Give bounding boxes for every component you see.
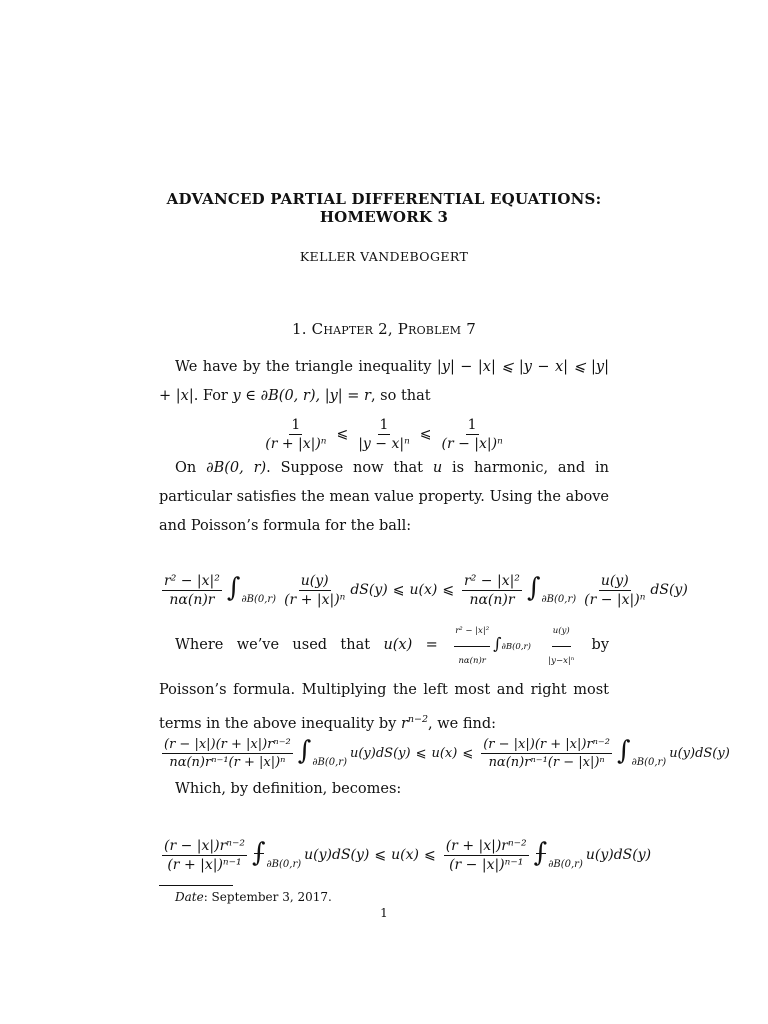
- paragraph-2: On ∂B(0, r). Suppose now that u is harmonic, and in particular satisfies the mean value property. Using the above and Poisson’s formula for the ball:: [159, 460, 609, 534]
- footnote-rule: [159, 885, 233, 886]
- paper-title-line1: ADVANCED PARTIAL DIFFERENTIAL EQUATIONS:: [166, 190, 602, 208]
- paragraph-3: Where we’ve used that u(x) = $\frac{\text{r² − |x|²}}{n\alpha(n)r}$ ∫∂B(0,r) $\frac{u(y)}{\text{|y−x|ⁿ}}$ by Poisson’s formula. Multiplying the left most and right most terms in the above inequality by $r^{n-2}$, we find:: [159, 617, 609, 739]
- eq1-frac-b: $\frac{1}{\text{|y − x|ⁿ}}$: [358, 416, 410, 452]
- p1-tail: , so that: [370, 388, 431, 404]
- equation-4: $\frac{\text{(r − |x|)rⁿ⁻²}}{\text{(r + |x|)ⁿ⁻¹}}$ ∫ ∂B(0,r) u(y)dS(y) ⩽ u(x) ⩽ $\frac{\text{(r + |x|)rⁿ⁻²}}{\text{(r − |x|)ⁿ⁻¹}}$ ∫ ∂B(0,r) u(y)dS(y): [164, 837, 652, 873]
- equation-1: $\frac{1}{\text{(r + |x|)ⁿ}}$ ⩽ $\frac{1}{\text{|y − x|ⁿ}}$ ⩽ $\frac{1}{\text{(r − |x|)ⁿ}}$: [265, 416, 503, 452]
- paragraph-1: [159, 353, 609, 411]
- equation-3: $\frac{\text{(r − |x|)(r + |x|)rⁿ⁻²}}{\text{nα(n)rⁿ⁻¹(r + |x|)ⁿ}}$ ∫ ∂B(0,r) u(y)dS(y) ⩽ u(x) ⩽ $\frac{\text{(r − |x|)(r + |x|)rⁿ⁻²}}{\text{nα(n)rⁿ⁻¹(r − |x|)ⁿ}}$ ∫ ∂B(0,r) u(y)dS(y): [164, 736, 730, 770]
- author-name: KELLER VANDEBOGERT: [299, 249, 469, 264]
- p1-lead: We have by the triangle inequality: [175, 359, 437, 375]
- p1-math: |y| − |x| ⩽ |y − x| ⩽ |y| + |x|: [159, 359, 610, 404]
- eq1-frac-c: $\frac{1}{\text{(r − |x|)ⁿ}}$: [441, 416, 503, 452]
- section-heading: 1. Chapter 2, Problem 7: [292, 320, 476, 338]
- p1-mid: . For: [193, 388, 233, 404]
- eq1-frac-a: $\frac{1}{\text{(r + |x|)ⁿ}}$: [265, 416, 327, 452]
- p1-math2: y ∈ ∂B(0, r), |y| = r: [232, 388, 371, 404]
- footnote-date: Date: September 3, 2017.: [175, 890, 332, 904]
- page-number: 1: [380, 906, 388, 920]
- equation-2: $\frac{\text{r² − |x|²}}{n\alpha(n)r}$ ∫ ∂B(0,r) $\frac{u(y)}{\text{(r + |x|)ⁿ}}$ dS(y) ⩽ u(x) ⩽ $\frac{\text{r² − |x|²}}{n\alpha(n)r}$ ∫ ∂B(0,r) $\frac{u(y)}{\text{(r − |x|)ⁿ}}$ dS(y): [164, 572, 688, 608]
- paragraph-4: Which, by definition, becomes:: [175, 781, 402, 797]
- paper-title-line2: HOMEWORK 3: [319, 208, 449, 226]
